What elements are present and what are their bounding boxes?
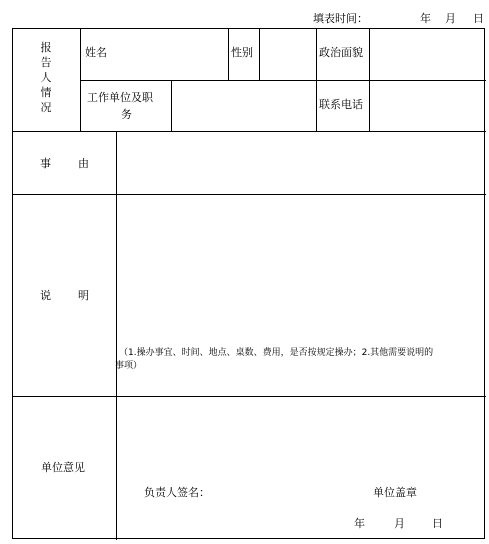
political-label: 政治面貌 [319,46,363,59]
unit-seal-label: 单位盖章 [373,486,417,499]
political-field[interactable] [372,31,482,78]
col-divider-political [369,29,370,131]
opinion-day-label: 日 [432,517,443,530]
fill-month-label: 月 [445,12,456,25]
explanation-label-2: 明 [78,289,89,302]
row-divider-1 [13,131,486,132]
fill-time-label: 填表时间： [313,12,368,25]
col-divider-gender-label [259,29,260,80]
matter-field[interactable] [119,134,482,191]
gender-label: 性别 [231,46,253,59]
name-field[interactable] [117,31,225,78]
row-divider-2 [13,194,486,195]
report-form-table [12,28,485,539]
fill-year-label: 年 [420,12,431,25]
col-divider-work-unit [171,80,172,131]
col-divider-main [116,131,117,540]
matter-label-2: 由 [78,157,89,170]
matter-label-1: 事 [40,157,51,170]
fill-day-label: 日 [473,12,484,25]
col-divider-reporter [80,29,81,131]
unit-opinion-field[interactable] [119,399,482,479]
row-divider-reporter [80,80,486,81]
explanation-field[interactable] [119,197,482,343]
col-divider-gender [316,29,317,131]
work-unit-field[interactable] [174,82,313,129]
phone-label: 联系电话 [319,98,363,111]
col-divider-name [228,29,229,80]
work-unit-label: 工作单位及职 [87,91,153,104]
explanation-hint-line-1: （1.操办事宜、时间、地点、桌数、费用，是否按规定操办；2.其他需要说明的 [119,348,434,358]
explanation-hint [115,347,485,373]
explanation-label-1: 说 [40,289,51,302]
unit-opinion-label: 单位意见 [41,461,85,474]
opinion-month-label: 月 [394,517,405,530]
opinion-year-label: 年 [354,517,365,530]
signer-label: 负责人签名： [144,486,210,499]
gender-field[interactable] [262,31,313,78]
work-unit-label-cont: 务 [121,108,132,121]
reporter-section-label: 报告人情况 [40,41,52,114]
phone-field[interactable] [372,82,482,129]
explanation-hint-line-2: 事项） [115,361,143,371]
name-label: 姓名 [85,46,107,59]
row-divider-3 [13,396,486,397]
